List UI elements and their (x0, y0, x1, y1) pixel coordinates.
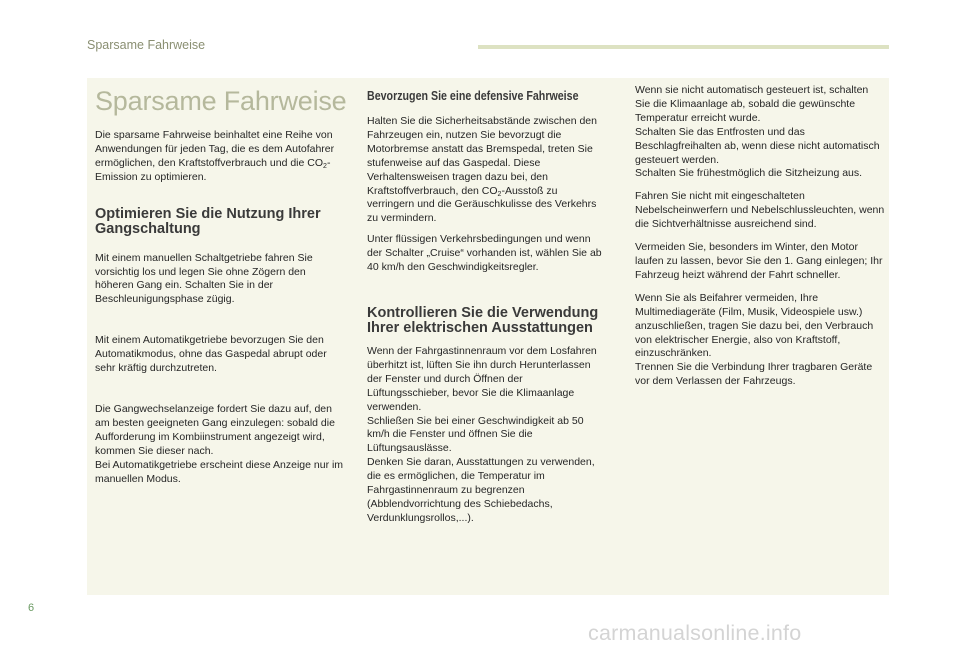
paragraph-safety-distance: Halten Sie die Sicherheitsabstände zwischen den Fahrzeugen ein, nutzen Sie bevorzugt die Motorbremse anstatt das Bremspedal, treten Sie stufenweise auf das Gaspedal. Diese Verhaltensweisen tragen dazu bei, den Kraftstoffverbrauch, den $CO_2$-Ausstoß zu verringern und die Geräuschkulisse des Verkehrs zu vermindern. (367, 115, 597, 225)
page-title: Sparsame Fahrweise (95, 86, 347, 116)
page-number: 6 (28, 602, 35, 614)
paragraph-defrost: Schalten Sie das Entfrosten und das Beschlagfreihalten ab, wenn diese nicht automatisch gesteuert werden. (635, 125, 880, 166)
heading-gear-usage: Optimieren Sie die Nutzung Ihrer Gangschaltung (95, 205, 321, 237)
paragraph-portable-devices: Trennen Sie die Verbindung Ihrer tragbaren Geräte vor dem Verlassen der Fahrzeugs. (635, 361, 873, 388)
paragraph-gear-indicator: Die Gangwechselanzeige fordert Sie dazu auf, den am besten geeigneten Gang einzulegen: sobald die Aufforderung im Kombiinstrument angezeigt wird, kommen Sie dieser nach. (95, 402, 335, 457)
paragraph-multimedia: Wenn Sie als Beifahrer vermeiden, Ihre Multimediageräte (Film, Musik, Videospiele usw.) anzuschließen, tragen Sie dazu bei, den Verbrauch von elektrischer Energie, also von Kraftstoff, einzuschränken. (635, 291, 874, 360)
paragraph-seat-heating: Schalten Sie frühestmöglich die Sitzheizung aus. (635, 167, 863, 180)
watermark-text: carmanualsonline.info (588, 621, 802, 645)
paragraph-windows-closed: Schließen Sie bei einer Geschwindigkeit ab 50 km/h die Fenster und öffnen Sie die Lüftungsauslässe. (367, 414, 584, 455)
paragraph-automatic-gearbox: Mit einem Automatikgetriebe bevorzugen Sie den Automatikmodus, ohne das Gaspedal abrupt oder sehr kräftig durchzutreten. (95, 334, 327, 375)
heading-defensive-driving: Bevorzugen Sie eine defensive Fahrweise (367, 88, 579, 103)
paragraph-engine-idle: Vermeiden Sie, besonders im Winter, den Motor laufen zu lassen, bevor Sie den 1. Gang einlegen; Ihr Fahrzeug heizt während der Fahrt schneller. (635, 241, 883, 281)
paragraph-manual-gearbox: Mit einem manuellen Schaltgetriebe fahren Sie vorsichtig los und legen Sie ohne Zögern den höheren Gang ein. Schalten Sie in der Beschleunigungsphase zügig. (95, 251, 313, 306)
column-right (635, 78, 885, 389)
paragraph-fog-lights: Fahren Sie nicht mit eingeschalteten Nebelscheinwerfern und Nebelschlussleuchten, wenn die Sichtverhältnisse ausreichend sind. (635, 190, 885, 231)
paragraph-air-conditioning: Wenn sie nicht automatisch gesteuert ist, schalten Sie die Klimaanlage ab, sobald die gewünschte Temperatur erreicht wurde. (635, 84, 869, 124)
paragraph-gear-indicator-auto: Bei Automatikgetriebe erscheint diese Anzeige nur im manuellen Modus. (95, 458, 344, 485)
paragraph-temperature-limit: Denken Sie daran, Ausstattungen zu verwenden, die es ermöglichen, die Temperatur im Fahrgastinnenraum zu begrenzen (Abblendvorrichtung des Schiebedachs, Verdunklungsrollos,...). (367, 456, 595, 524)
column-left (95, 78, 347, 486)
header-divider-bar (478, 45, 889, 49)
content-panel (87, 78, 889, 595)
heading-electrical-equipment: Kontrollieren Sie die Verwendung Ihrer elektrischen Ausstattungen (367, 304, 599, 336)
intro-paragraph: Die sparsame Fahrweise beinhaltet eine Reihe von Anwendungen für jeden Tag, die es dem Autofahrer ermöglichen, den Kraftstoffverbrauch und die $CO_2$-Emission zu optimieren. (95, 129, 335, 183)
paragraph-ventilation: Wenn der Fahrgastinnenraum vor dem Losfahren überhitzt ist, lüften Sie ihn durch Herunterlassen der Fenster und durch Öffnen der Lüftungsschieber, bevor Sie die Klimaanlage verwenden. (367, 344, 597, 413)
section-header-label: Sparsame Fahrweise (87, 38, 206, 52)
column-middle (367, 78, 607, 526)
paragraph-cruise-control: Unter flüssigen Verkehrsbedingungen und wenn der Schalter „Cruise“ vorhanden ist, wählen Sie ab 40 km/h den Geschwindigkeitsregler. (367, 233, 602, 274)
